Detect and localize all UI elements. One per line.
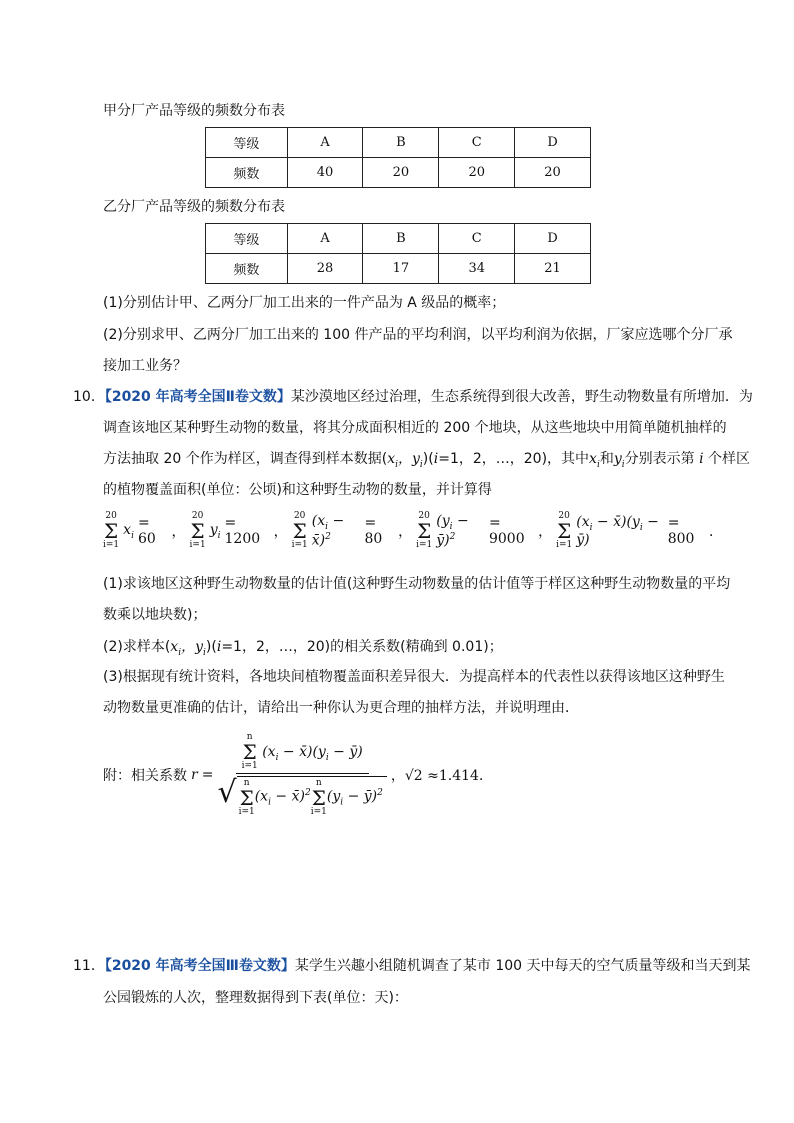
sum-symbol: 20 Σ i=1 [103,511,120,550]
q9-part2-line2: 接加工业务？ [103,358,187,374]
correlation-fraction: n Σ i=1 ($x_i$ − $x̄)(y_i$ − ȳ) √ n Σ i=1 ($x_i$ − x̄)$^2$ n Σ i=1 ($y_i$ − ȳ)$^2$ [217,733,386,817]
q10-part2: (2)求样本($x_i$，$y_i)(i=1$，2，…，20)的相关系数(精确到 0.01)； [103,639,503,658]
table-cell: D [515,128,591,158]
sum-symbol: 20 Σ i=1 [416,511,433,550]
q10-line3-text: )( [422,451,434,467]
q9-part1: (1)分别估计甲、乙两分厂加工出来的一件产品为 A 级品的概率； [103,295,506,311]
q11-line1 [73,956,751,976]
correlation-formula: 附：相关系数 r = n Σ i=1 ($x_i$ − $x̄)(y_i$ − ȳ) √ n Σ i=1 ($x_i$ − x̄)$^2$ n Σ i=1 ($y_i$ − ȳ)$^2$ ，√2 ≈1.414． [103,732,493,817]
table-cell: 34 [439,254,515,284]
table-cell: 28 [287,254,363,284]
q10-line3: 方法抽取 20 个作为样区，调查得到样本数据($x_i$，$y_i)(i=1$，2，…，20)，其中$x_i$和$y_i$分别表示第 i 个样区 [103,451,751,470]
q10-line3-text: =1，2，…，20)，其中 [438,451,590,467]
q10-line4: 的植物覆盖面积(单位：公顷)和这种野生动物的数量，并计算得 [103,482,492,498]
question-number: 10． [73,389,105,405]
question-number: 11． [73,958,105,974]
sum-value-1: = 60 [137,515,156,547]
appendix-label: 附：相关系数 [103,768,187,784]
table-cell: 频数 [206,254,288,284]
q10-line1-text: 某沙漠地区经过治理，生态系统得到很大改善，野生动物数量有所增加．为 [290,389,753,405]
table-cell: 17 [363,254,439,284]
q10-part1-line2: 数乘以地块数)； [103,607,207,623]
table-cell: D [515,224,591,254]
q11-line1-text: 某学生兴趣小组随机调查了某市 100 天中每天的空气质量等级和当天到某 [294,958,751,974]
table2-data-row [206,254,591,284]
q10-line3-text: 和 [599,451,614,467]
source-tag: 【2020 年高考全国Ⅱ卷文数】 [104,389,291,405]
sums-formula: 20 Σ i=1 $x_i$ = 60 ， 20 Σ i=1 $y_i$ = 1200 ， 20 Σ i=1 ($x_i$ − x̄)$^2$ = 80 ， 20 Σ i=1 ($y_i$ − ȳ)$^2$ = 9000 ， 20 Σ i=1 ($x_i$ − $x̄)(y_i$ − ȳ) = 800 ． [103,511,724,550]
q10-part2-text: (2)求样本( [103,639,171,655]
q10-part1-line1: (1)求该地区这种野生动物数量的估计值(这种野生动物数量的估计值等于样区这种野生动物数量的平均 [103,576,731,592]
q10-line3-text: 方法抽取 20 个作为样区，调查得到样本数据( [103,451,388,467]
table-cell: 等级 [206,128,288,158]
sum-symbol: 20 Σ i=1 [189,511,206,550]
appendix-tail: ，√2 ≈1.414． [390,768,493,784]
table-cell: A [287,128,363,158]
q10-line3-text: 个样区 [708,451,751,467]
table-cell: 40 [287,158,363,188]
r-symbol: r [191,767,198,783]
table-cell: 等级 [206,224,288,254]
sum-value-5: = 800 [667,515,695,547]
table-cell: 21 [515,254,591,284]
q11-line2: 公园锻炼的人次，整理数据得到下表(单位：天)： [103,990,408,1006]
q10-line3-text: 分别表示第 [624,451,695,467]
q10-line1 [73,387,753,407]
q10-part3-line1: (3)根据现有统计资料，各地块间植物覆盖面积差异很大．为提高样本的代表性以获得该地区这种野生 [103,669,725,685]
sum-symbol: 20 Σ i=1 [291,511,308,550]
table-cell: 频数 [206,158,288,188]
table1-data-row [206,158,591,188]
table2 [205,223,591,284]
sum-symbol: 20 Σ i=1 [556,511,573,550]
table-cell: A [287,224,363,254]
table1 [205,127,591,188]
table1-title: 甲分厂产品等级的频数分布表 [103,103,285,119]
sum-value-4: = 9000 [488,515,525,547]
table-cell: B [363,224,439,254]
table-cell: C [439,224,515,254]
table2-header-row [206,224,591,254]
sum-value-2: = 1200 [224,515,261,547]
q9-part2-line1: (2)分别求甲、乙两分厂加工出来的 100 件产品的平均利润，以平均利润为依据，厂家应选哪个分厂承 [103,327,733,343]
q10-part2-text: )( [205,639,217,655]
q10-part2-text: =1，2，…，20)的相关系数(精确到 0.01)； [221,639,503,655]
table-cell: C [439,128,515,158]
table1-header-row [206,128,591,158]
q10-part3-line2: 动物数量更准确的估计，请给出一种你认为更合理的抽样方法，并说明理由． [103,700,579,716]
table-cell: 20 [439,158,515,188]
table-cell: B [363,128,439,158]
table-cell: 20 [515,158,591,188]
table2-title: 乙分厂产品等级的频数分布表 [103,199,285,215]
sum-value-3: = 80 [364,515,383,547]
q10-line2: 调查该地区某种野生动物的数量，将其分成面积相近的 200 个地块，从这些地块中用简单随机抽样的 [103,420,727,436]
table-cell: 20 [363,158,439,188]
source-tag: 【2020 年高考全国Ⅲ卷文数】 [104,958,295,974]
